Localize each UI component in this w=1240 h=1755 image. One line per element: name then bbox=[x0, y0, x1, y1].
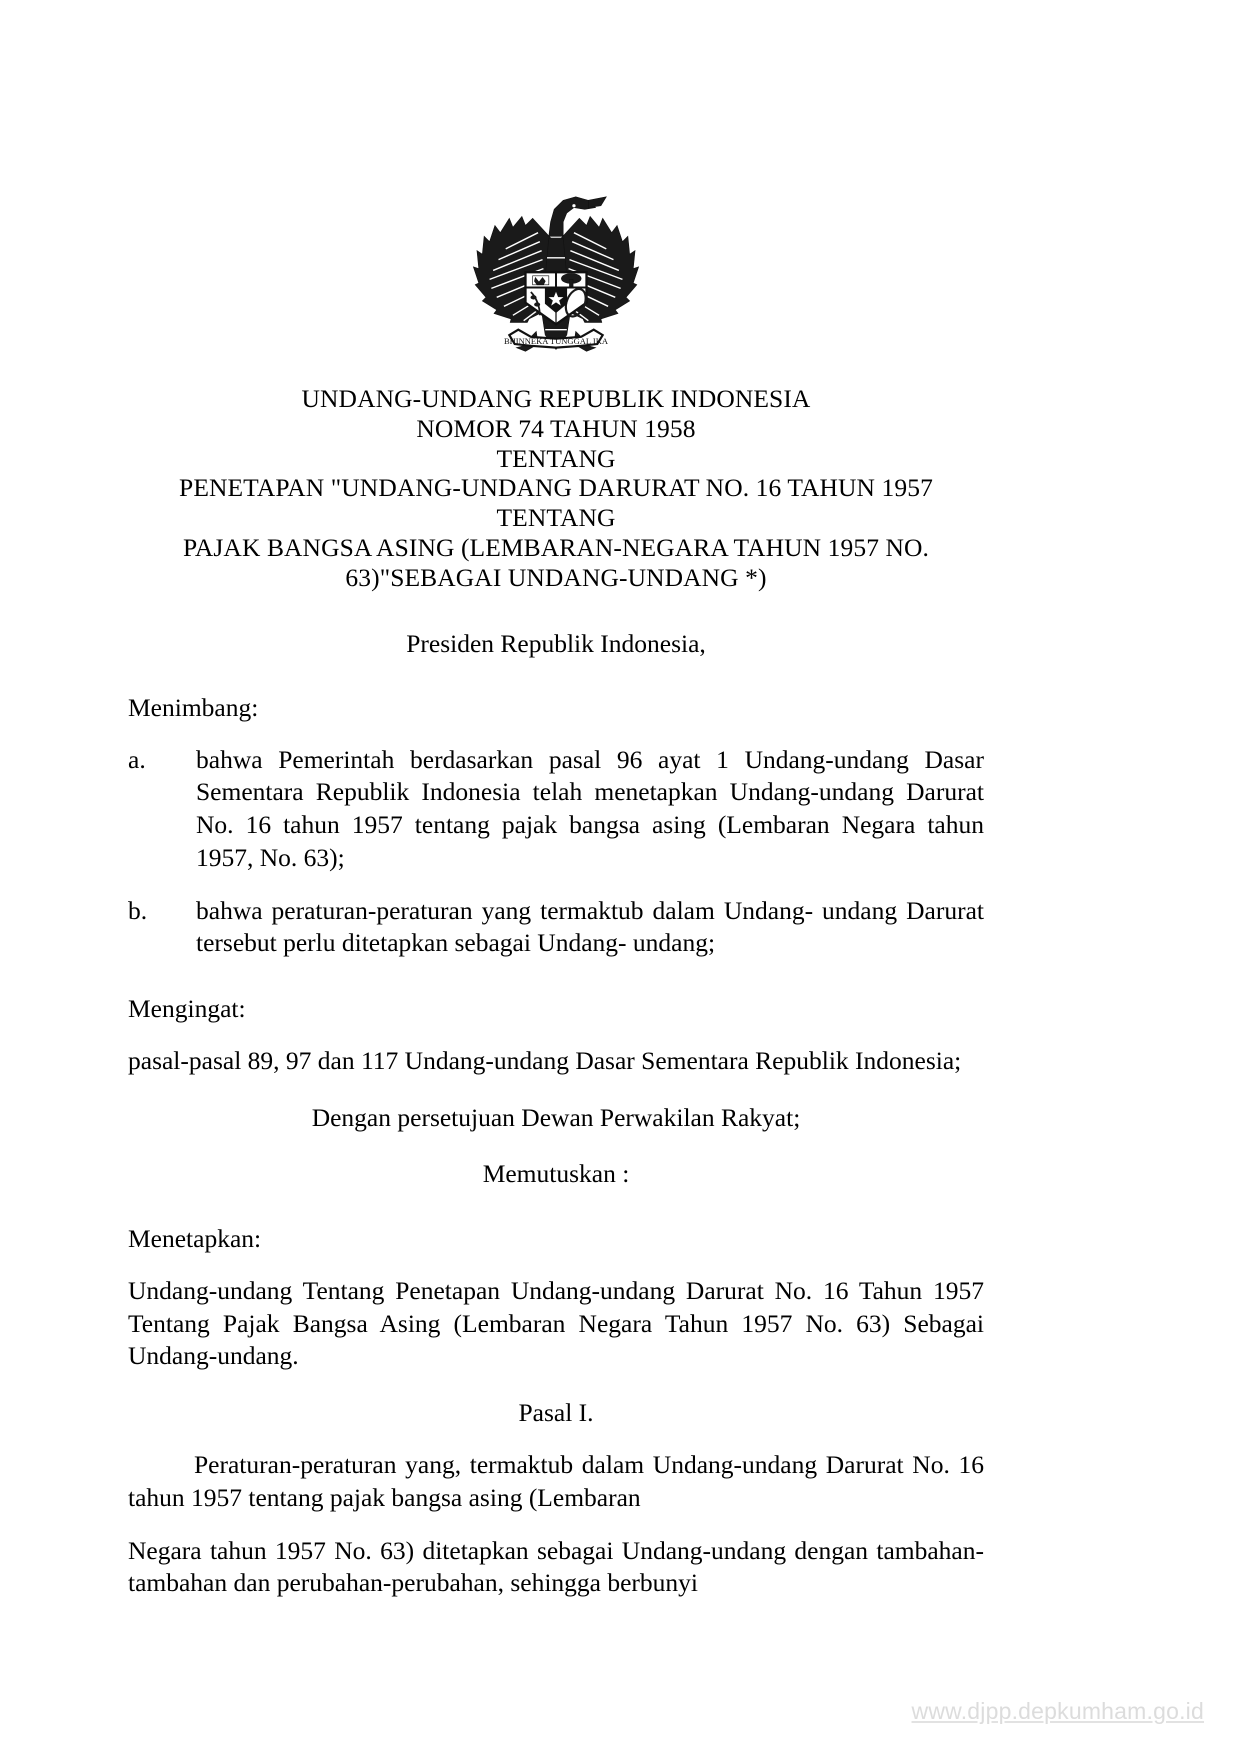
memutuskan-line: Memutuskan : bbox=[482, 1158, 630, 1188]
pasal-heading: Pasal I. bbox=[518, 1398, 594, 1428]
title-line-2: NOMOR 74 TAHUN 1958 bbox=[416, 413, 696, 443]
title-line-3: TENTANG bbox=[496, 443, 616, 473]
president-subtitle: Presiden Republik Indonesia, bbox=[406, 628, 706, 658]
menimbang-label: Menimbang: bbox=[128, 693, 259, 723]
title-line-5: TENTANG bbox=[496, 503, 616, 533]
pasal-paragraph-1 bbox=[128, 1449, 984, 1515]
list-marker-b: b. bbox=[128, 895, 148, 925]
pasal-paragraph-2: Negara tahun 1957 No. 63) ditetapkan sebagai Undang-undang dengan tambahan-tambahan dan perubahan-perubahan, sehingga berbunyi bbox=[128, 1535, 984, 1598]
persetujuan-line: Dengan persetujuan Dewan Perwakilan Rakyat; bbox=[311, 1102, 801, 1132]
title-line-6: PAJAK BANGSA ASING (LEMBARAN-NEGARA TAHUN 1957 NO. 63)"SEBAGAI UNDANG-UNDANG *) bbox=[182, 533, 930, 592]
mengingat-label: Mengingat: bbox=[128, 994, 246, 1024]
garuda-pancasila-emblem bbox=[466, 186, 646, 362]
document-content bbox=[128, 0, 984, 1600]
svg-text:BHINNEKA TUNGGAL IKA: BHINNEKA TUNGGAL IKA bbox=[503, 336, 609, 347]
site-watermark: www.djpp.depkumham.go.id bbox=[911, 1698, 1204, 1724]
mengingat-text: pasal-pasal 89, 97 dan 117 Undang-undang Dasar Sementara Republik Indonesia; bbox=[128, 1046, 962, 1076]
list-text-b: bahwa peraturan-peraturan yang termaktub dalam Undang- undang Darurat tersebut perlu ditetapkan sebagai Undang- undang; bbox=[196, 895, 984, 958]
list-text-a: bahwa Pemerintah berdasarkan pasal 96 ayat 1 Undang-undang Dasar Sementara Republik Indonesia telah menetapkan Undang-undang Darurat No. 16 tahun 1957 tentang pajak bangsa asing (Lembaran Negara tahun 1957, No. 63); bbox=[196, 744, 984, 872]
menetapkan-label: Menetapkan: bbox=[128, 1223, 262, 1253]
pasal-paragraph-1-text: Peraturan-peraturan yang, termaktub dalam Undang-undang Darurat No. 16 tahun 1957 tentang pajak bangsa asing (Lembaran bbox=[128, 1450, 984, 1512]
title-line-4: PENETAPAN "UNDANG-UNDANG DARURAT NO. 16 TAHUN 1957 bbox=[179, 473, 933, 503]
title-line-1: UNDANG-UNDANG REPUBLIK INDONESIA bbox=[301, 384, 811, 413]
menimbang-item-a bbox=[128, 744, 984, 875]
emblem-container bbox=[128, 0, 984, 362]
menimbang-item-b bbox=[128, 895, 984, 961]
menetapkan-text: Undang-undang Tentang Penetapan Undang-undang Darurat No. 16 Tahun 1957 Tentang Pajak Bangsa Asing (Lembaran Negara Tahun 1957 No. 63) Sebagai Undang-undang. bbox=[128, 1275, 984, 1371]
list-marker-a: a. bbox=[128, 744, 146, 774]
document-title bbox=[128, 384, 984, 593]
